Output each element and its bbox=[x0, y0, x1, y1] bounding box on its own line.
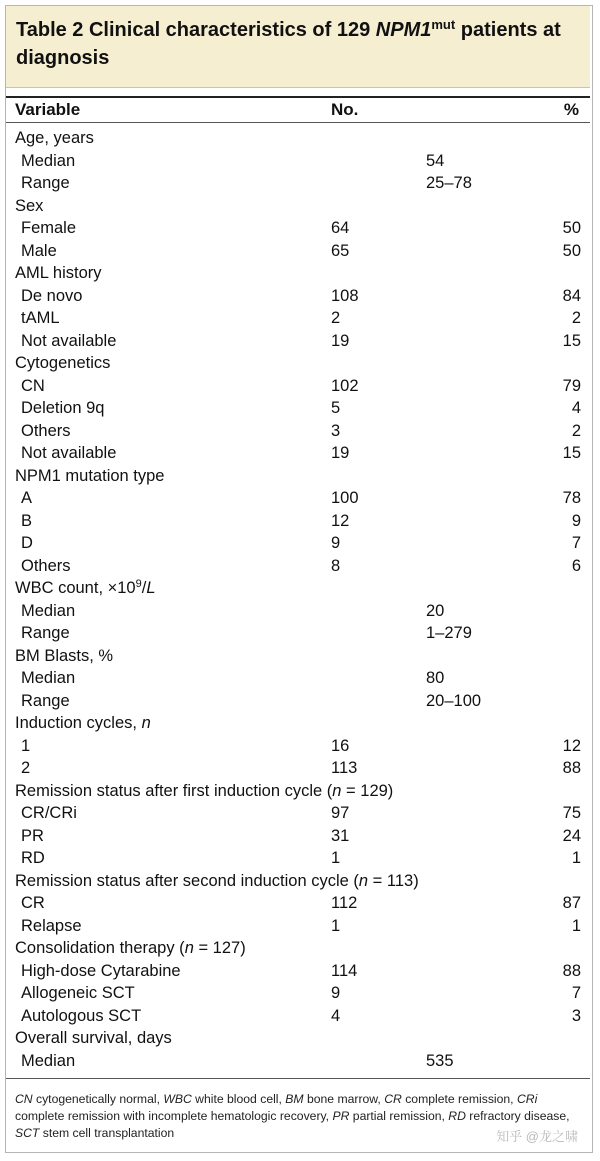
cell-summary: 1–279 bbox=[426, 624, 472, 642]
table-row bbox=[0, 397, 600, 419]
cell-variable: RD bbox=[21, 849, 45, 867]
cell-variable: AML history bbox=[15, 264, 102, 282]
table-row bbox=[0, 172, 600, 194]
cell-summary: 20–100 bbox=[426, 691, 482, 710]
cell-variable: Not available bbox=[21, 331, 117, 350]
table-row bbox=[0, 217, 600, 239]
cell-no: 19 bbox=[331, 444, 350, 462]
cell-variable: Median bbox=[21, 601, 76, 620]
table-row bbox=[0, 442, 600, 464]
table-section-row bbox=[0, 937, 600, 959]
table-row bbox=[0, 420, 600, 442]
cell-variable: Range bbox=[21, 691, 70, 710]
cell-pct: 1 bbox=[571, 916, 581, 935]
table-row bbox=[0, 285, 600, 307]
cell-variable: Relapse bbox=[21, 916, 82, 935]
table-row bbox=[0, 555, 600, 577]
table-row bbox=[0, 330, 600, 352]
cell-pct: 9 bbox=[571, 511, 581, 530]
cell-variable: Overall survival, days bbox=[15, 1029, 172, 1047]
cell-no: 9 bbox=[331, 984, 341, 1002]
table-row bbox=[0, 622, 600, 644]
cell-pct: 3 bbox=[571, 1006, 581, 1025]
cell-variable: Range bbox=[21, 624, 70, 642]
cell-summary: 25–78 bbox=[426, 174, 472, 192]
cell-variable: High-dose Cytarabine bbox=[21, 961, 181, 980]
cell-no: 19 bbox=[331, 331, 350, 350]
cell-variable: CR/CRi bbox=[21, 804, 77, 822]
table-row bbox=[0, 757, 600, 779]
cell-variable: Median bbox=[21, 1051, 76, 1070]
table-row bbox=[0, 1005, 600, 1027]
cell-no: 16 bbox=[331, 736, 350, 755]
cell-variable: tAML bbox=[21, 309, 60, 327]
cell-no: 12 bbox=[331, 511, 350, 530]
cell-variable: Sex bbox=[15, 196, 44, 215]
table-bottom-rule bbox=[6, 1078, 590, 1079]
cell-variable: A bbox=[21, 489, 33, 507]
title-superscript: mut bbox=[431, 17, 456, 32]
table-section-row bbox=[0, 1027, 600, 1049]
table-row bbox=[0, 510, 600, 532]
cell-variable: Remission status after first induction cycle (n = 129) bbox=[15, 781, 394, 800]
cell-pct: 88 bbox=[562, 759, 581, 777]
cell-summary: 535 bbox=[426, 1051, 454, 1070]
cell-variable: CR bbox=[21, 894, 45, 912]
cell-variable: Others bbox=[21, 556, 71, 575]
table-row bbox=[0, 240, 600, 262]
cell-no: 100 bbox=[331, 489, 359, 507]
cell-no: 1 bbox=[331, 916, 341, 935]
table-title bbox=[16, 16, 586, 72]
cell-pct: 7 bbox=[571, 534, 581, 552]
table-section-row bbox=[0, 195, 600, 217]
cell-variable: Male bbox=[21, 241, 57, 260]
table-section-row bbox=[0, 127, 600, 149]
cell-variable: B bbox=[21, 511, 33, 530]
cell-variable: NPM1 mutation type bbox=[15, 466, 165, 485]
cell-variable: Range bbox=[21, 174, 70, 192]
cell-variable: De novo bbox=[21, 286, 83, 305]
cell-summary: 54 bbox=[426, 151, 445, 170]
cell-variable: Age, years bbox=[15, 129, 94, 147]
cell-variable: Female bbox=[21, 219, 77, 237]
cell-variable: BM Blasts, % bbox=[15, 646, 114, 665]
title-prefix: Table 2 Clinical characteristics of 129 bbox=[16, 19, 376, 41]
title-gene: NPM1 bbox=[375, 19, 432, 41]
table-row bbox=[0, 375, 600, 397]
cell-variable: PR bbox=[21, 826, 44, 845]
cell-no: 64 bbox=[331, 219, 350, 237]
cell-variable: Median bbox=[21, 151, 76, 170]
cell-variable: 2 bbox=[21, 759, 31, 777]
cell-pct: 15 bbox=[562, 444, 581, 462]
cell-pct: 50 bbox=[562, 219, 581, 237]
footnote: CN cytogenetically normal, WBC white blood cell, BM bone marrow, CR complete remission, CRi complete remission with incomplete hematologic recovery, PR partial remission, RD refractory disease, SCT stem cell transplantation bbox=[15, 1092, 570, 1140]
cell-variable: Median bbox=[21, 669, 76, 687]
table-row bbox=[0, 825, 600, 847]
table-row bbox=[0, 487, 600, 509]
cell-no: 65 bbox=[331, 241, 350, 260]
table-row bbox=[0, 600, 600, 622]
table-row bbox=[0, 960, 600, 982]
table-row bbox=[0, 307, 600, 329]
cell-pct: 84 bbox=[562, 286, 581, 305]
header-no: No. bbox=[331, 100, 359, 119]
cell-pct: 12 bbox=[562, 736, 581, 755]
header-pct: % bbox=[563, 100, 579, 119]
table-section-row bbox=[0, 465, 600, 487]
table-row bbox=[0, 802, 600, 824]
cell-pct: 79 bbox=[562, 376, 581, 395]
cell-no: 8 bbox=[331, 556, 341, 575]
cell-no: 9 bbox=[331, 534, 341, 552]
cell-summary: 20 bbox=[426, 601, 445, 620]
table-section-row bbox=[0, 262, 600, 284]
cell-variable: Consolidation therapy (n = 127) bbox=[15, 939, 246, 957]
cell-variable: Remission status after second induction cycle (n = 113) bbox=[15, 871, 419, 890]
cell-pct: 87 bbox=[562, 894, 581, 912]
table-row bbox=[0, 735, 600, 757]
cell-no: 2 bbox=[331, 309, 341, 327]
cell-pct: 2 bbox=[571, 421, 581, 440]
cell-pct: 24 bbox=[562, 826, 581, 845]
cell-pct: 15 bbox=[562, 331, 581, 350]
table-row bbox=[0, 690, 600, 712]
table-section-row bbox=[0, 780, 600, 802]
cell-no: 1 bbox=[331, 849, 341, 867]
watermark: 知乎 @龙之啸 bbox=[496, 1129, 578, 1144]
cell-variable: Allogeneic SCT bbox=[21, 984, 135, 1002]
table-row bbox=[0, 892, 600, 914]
cell-variable: CN bbox=[21, 376, 45, 395]
table-row bbox=[0, 532, 600, 554]
cell-pct: 6 bbox=[571, 556, 581, 575]
cell-no: 112 bbox=[331, 894, 358, 912]
header-variable: Variable bbox=[15, 100, 81, 119]
table-row bbox=[0, 982, 600, 1004]
cell-pct: 1 bbox=[571, 849, 581, 867]
table-row bbox=[0, 1050, 600, 1072]
cell-no: 108 bbox=[331, 286, 359, 305]
table-section-row bbox=[0, 870, 600, 892]
cell-no: 4 bbox=[331, 1006, 341, 1025]
cell-no: 102 bbox=[331, 376, 359, 395]
header-top-rule bbox=[6, 96, 590, 98]
cell-variable: 1 bbox=[21, 736, 31, 755]
table-section-row bbox=[0, 645, 600, 667]
cell-variable: Autologous SCT bbox=[21, 1006, 142, 1025]
cell-variable: Others bbox=[21, 421, 71, 440]
cell-pct: 88 bbox=[562, 961, 581, 980]
cell-summary: 80 bbox=[426, 669, 445, 687]
table-section-row bbox=[0, 577, 600, 599]
cell-pct: 78 bbox=[562, 489, 581, 507]
cell-pct: 2 bbox=[571, 309, 581, 327]
table-row bbox=[0, 847, 600, 869]
cell-pct: 4 bbox=[571, 399, 581, 417]
cell-pct: 7 bbox=[571, 984, 581, 1002]
table-row bbox=[0, 150, 600, 172]
cell-no: 114 bbox=[331, 961, 358, 980]
title-suffix: patients at diagnosis bbox=[16, 19, 561, 69]
cell-no: 3 bbox=[331, 421, 341, 440]
table-row bbox=[0, 915, 600, 937]
table-row bbox=[0, 667, 600, 689]
cell-no: 113 bbox=[331, 759, 358, 777]
cell-no: 31 bbox=[331, 826, 350, 845]
cell-no: 97 bbox=[331, 804, 350, 822]
header-bottom-rule bbox=[6, 122, 590, 123]
cell-variable: Cytogenetics bbox=[15, 354, 111, 372]
cell-variable: D bbox=[21, 534, 33, 552]
cell-pct: 50 bbox=[562, 241, 581, 260]
cell-variable: Not available bbox=[21, 444, 117, 462]
table-section-row bbox=[0, 712, 600, 734]
cell-variable: Deletion 9q bbox=[21, 399, 105, 417]
cell-variable: Induction cycles, n bbox=[15, 714, 151, 732]
table-section-row bbox=[0, 352, 600, 374]
cell-no: 5 bbox=[331, 399, 341, 417]
cell-pct: 75 bbox=[562, 804, 581, 822]
cell-variable: WBC count, $\times 10^9/L$ bbox=[15, 578, 156, 597]
